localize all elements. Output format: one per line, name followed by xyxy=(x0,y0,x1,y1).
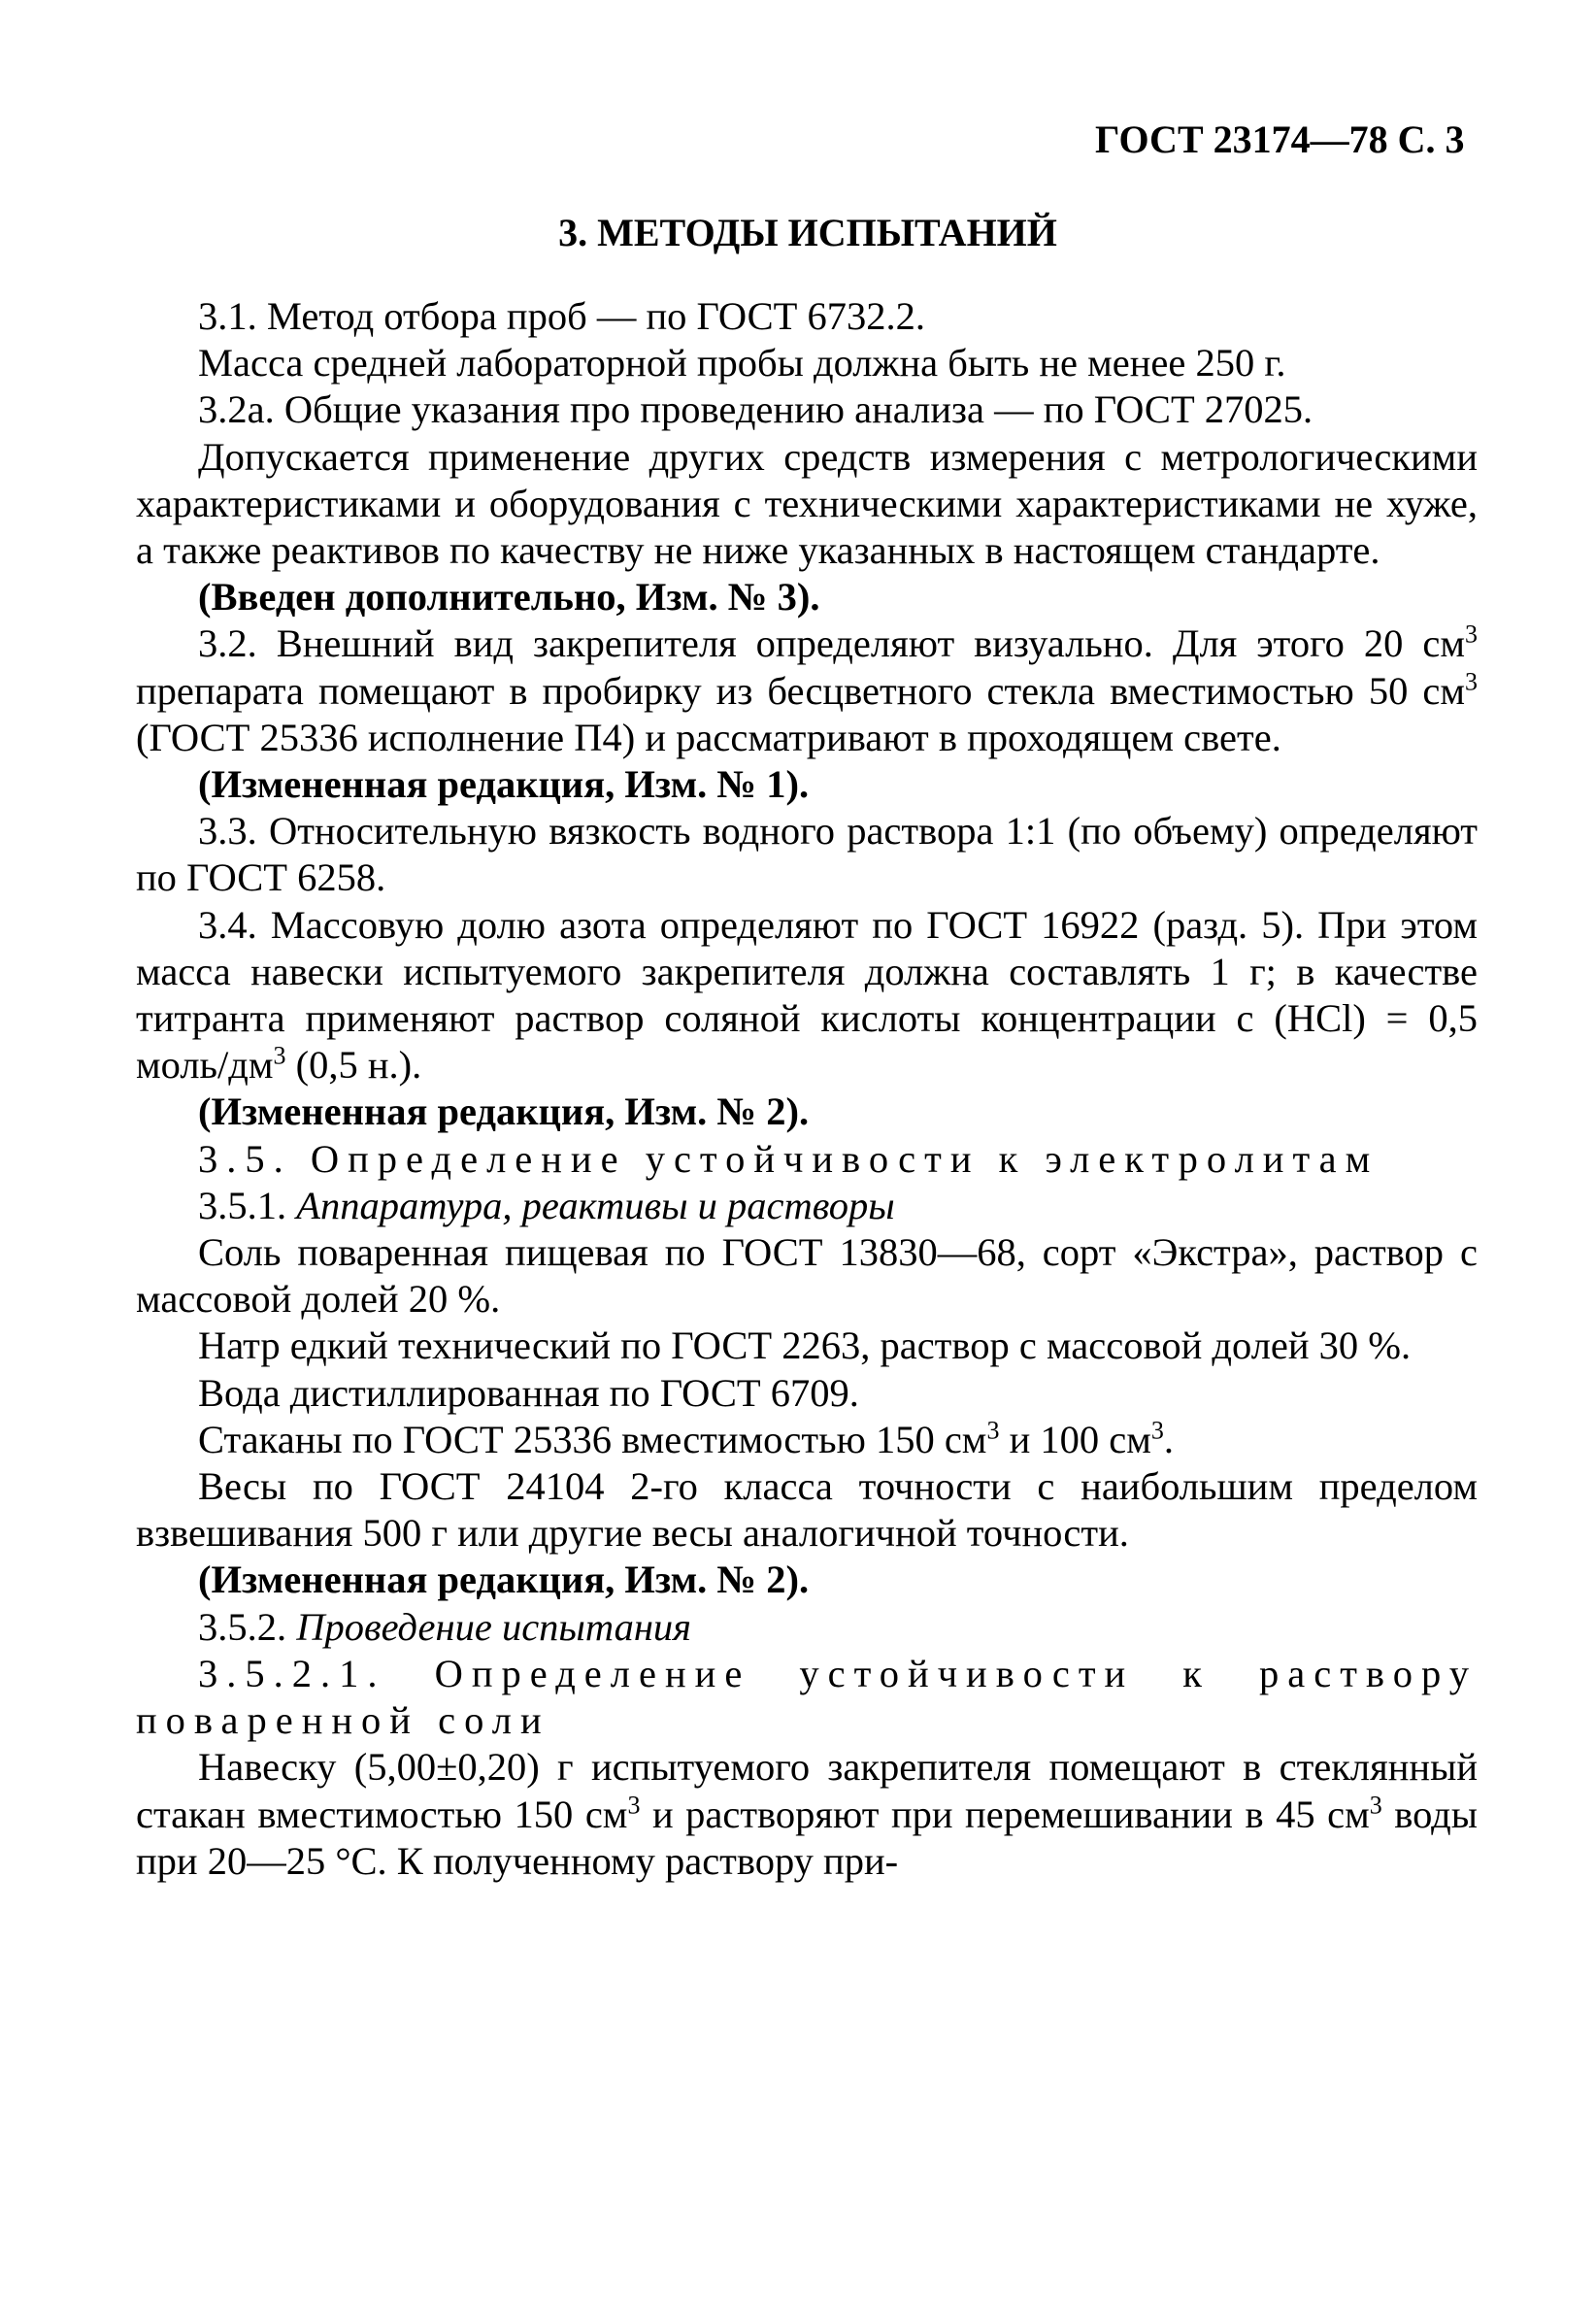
paragraph-3-4: 3.4. Массовую долю азота определяют по ГОСТ 16922 (разд. 5). При этом масса навески испытуемого закрепителя должна составлять 1 г; в качестве титранта применяют раствор соляной кислоты концентрации с (HCl) = 0,5 моль/$дм^3$ (0,5 н.). xyxy=(136,902,1478,1088)
paragraph-sample-procedure: Навеску (5,00±0,20) г испытуемого закрепителя помещают в стеклянный стакан вместимостью 150 $см^3$ и растворяют при перемешивании в 45 $см^3$ воды при 20—25 °С. К полученному раствору при- xyxy=(136,1745,1478,1883)
paragraph-allowed-instruments: Допускается применение других средств измерения с метрологическими характеристиками и оборудования с техническими характеристиками не хуже, а также реактивов по качеству не ниже указанных в настоящем стандарте. xyxy=(136,434,1478,573)
subsection-heading-3-5-2-1: 3.5.2.1. Определение устойчивости к раствору поваренной соли xyxy=(136,1651,1478,1743)
paragraph-salt: Соль поваренная пищевая по ГОСТ 13830—68, сорт «Экстра», раствор с массовой долей 20 %. xyxy=(136,1230,1478,1322)
subsection-heading-3-5-2: 3.5.2. Проведение испытания xyxy=(198,1604,692,1649)
paragraph-3-2a: 3.2а. Общие указания про проведению анализа — по ГОСТ 27025. xyxy=(198,387,1313,432)
amendment-note: (Введен дополнительно, Изм. № 3). xyxy=(198,575,820,620)
amendment-note: (Измененная редакция, Изм. № 2). xyxy=(198,1558,810,1602)
paragraph-scales: Весы по ГОСТ 24104 2-го класса точности с наибольшим пределом взвешивания 500 г или другие весы аналогичной точности. xyxy=(136,1464,1478,1556)
document-body xyxy=(136,293,1478,1885)
page-header: ГОСТ 23174—78 С. 3 xyxy=(1095,117,1465,161)
amendment-note: (Измененная редакция, Изм. № 2). xyxy=(198,1089,810,1134)
amendment-note: (Измененная редакция, Изм. № 1). xyxy=(198,762,810,807)
paragraph-3-1: 3.1. Метод отбора проб — по ГОСТ 6732.2. xyxy=(198,294,926,338)
paragraph-beakers: Стаканы по ГОСТ 25336 вместимостью 150 $см^3$ и 100 $см^3$. xyxy=(198,1416,1174,1461)
paragraph-water: Вода дистиллированная по ГОСТ 6709. xyxy=(198,1370,859,1415)
paragraph-3-3: 3.3. Относительную вязкость водного раствора 1:1 (по объему) определяют по ГОСТ 6258. xyxy=(136,809,1478,900)
paragraph-naoh: Натр едкий технический по ГОСТ 2263, раствор с массовой долей 30 %. xyxy=(198,1324,1412,1368)
paragraph-sample-mass: Масса средней лабораторной пробы должна быть не менее 250 г. xyxy=(198,341,1286,385)
paragraph-3-2: 3.2. Внешний вид закрепителя определяют визуально. Для этого 20 $см^3$ препарата помещают в пробирку из бесцветного стекла вместимостью 50 $см^3$ (ГОСТ 25336 исполнение П4) и рассматривают в проходящем свете. xyxy=(136,620,1478,759)
section-title: 3. МЕТОДЫ ИСПЫТАНИЙ xyxy=(558,211,1057,254)
subsection-heading-3-5: 3.5. Определение устойчивости к электролитам xyxy=(198,1136,1380,1181)
subsection-heading-3-5-1: 3.5.1. Аппаратура, реактивы и растворы xyxy=(198,1183,895,1227)
